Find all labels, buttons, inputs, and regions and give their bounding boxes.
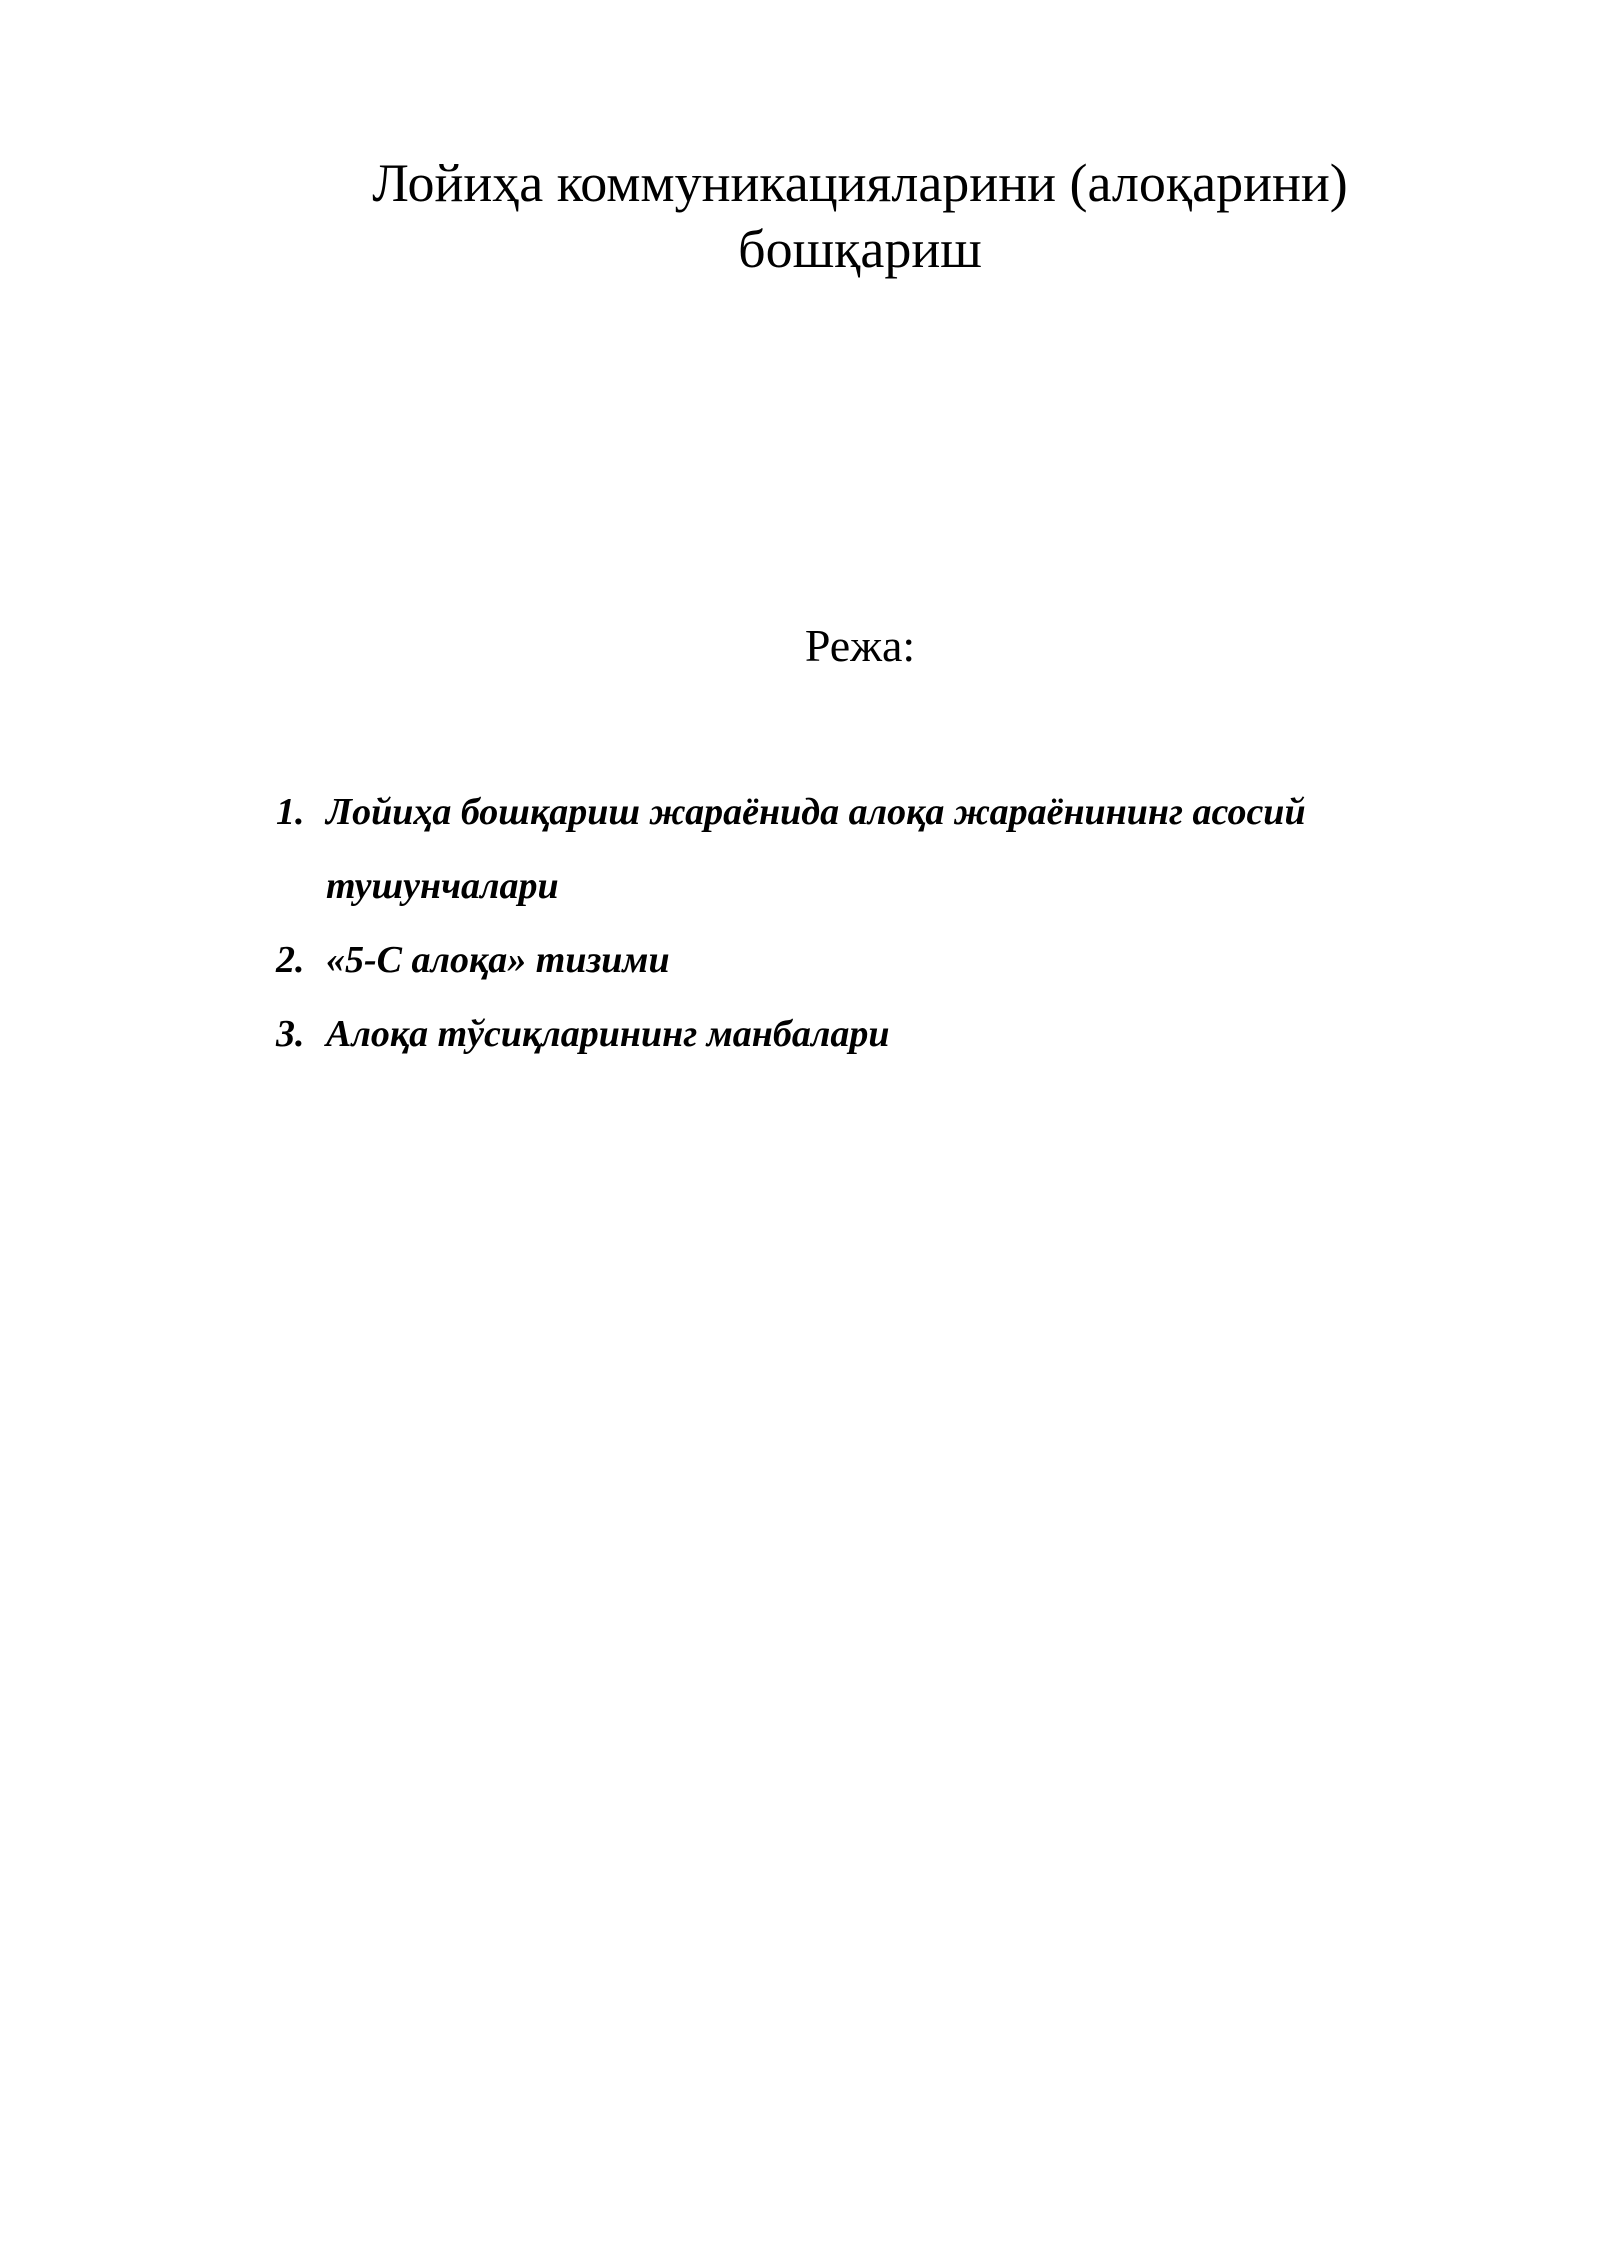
title-line-2: бошқариш [738, 219, 982, 279]
plan-item-text: Лойиҳа бошқариш жараёнида алоқа жараёнининг асосий тушунчалари [326, 791, 1306, 907]
plan-item-2 [276, 923, 1476, 997]
plan-item-number: 3. [276, 1013, 305, 1055]
plan-heading: Режа: [804, 620, 916, 671]
plan-item-number: 1. [276, 791, 305, 833]
title-line-1: Лойиҳа коммуникацияларини (алоқарини) [372, 153, 1348, 213]
plan-item-number: 2. [276, 939, 305, 981]
plan-list [276, 775, 1476, 1071]
page-title [260, 150, 1460, 282]
plan-item-3 [276, 997, 1476, 1071]
plan-item-text: Алоқа тўсиқларининг манбалари [326, 1013, 890, 1055]
plan-item-1 [276, 775, 1476, 923]
plan-item-text: «5-С алоқа» тизими [326, 939, 670, 981]
